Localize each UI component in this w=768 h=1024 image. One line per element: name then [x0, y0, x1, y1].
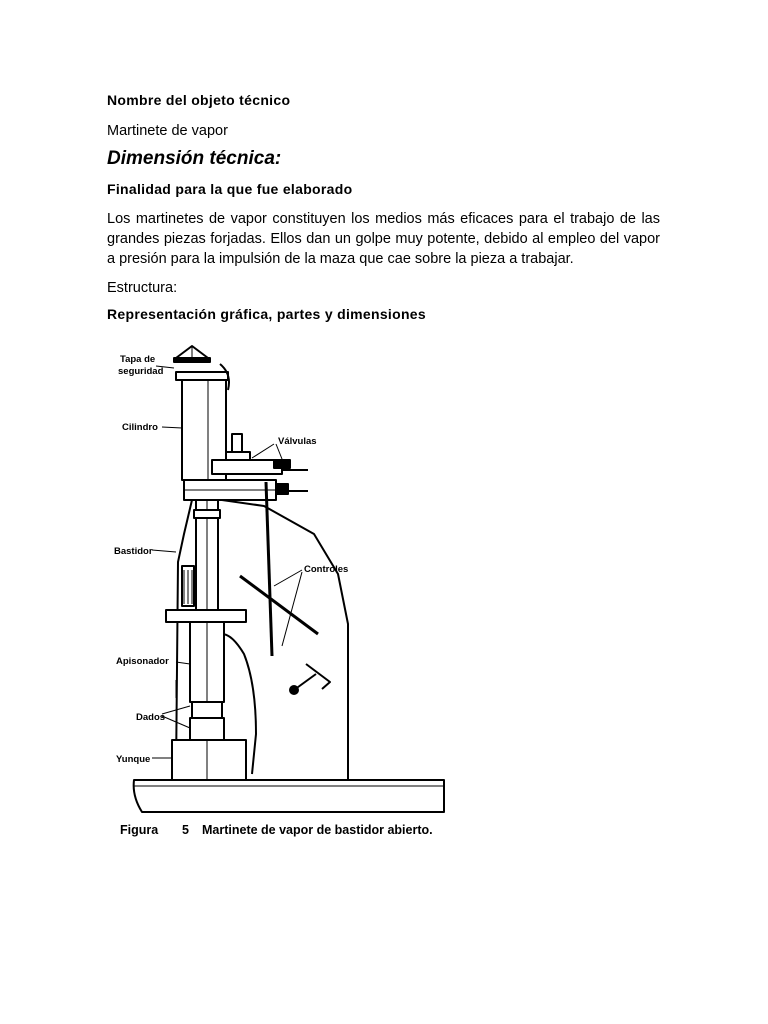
- caption-number: 5: [182, 823, 189, 837]
- object-name-value: Martinete de vapor: [107, 123, 228, 139]
- label-safety-cap-1: Tapa de: [120, 354, 156, 365]
- label-controls: Controles: [304, 564, 349, 575]
- dimension-heading: Dimensión técnica:: [107, 148, 282, 169]
- purpose-label: Finalidad para la que fue elaborado: [107, 181, 353, 197]
- label-frame: Bastidor: [114, 546, 153, 557]
- label-dies: Dados: [136, 712, 166, 723]
- structure-label: Estructura:: [107, 280, 178, 296]
- label-valves: Válvulas: [278, 436, 317, 447]
- label-cylinder: Cilindro: [122, 422, 158, 433]
- object-name-label: Nombre del objeto técnico: [107, 92, 291, 108]
- caption-text: Martinete de vapor de bastidor abierto.: [202, 823, 433, 837]
- purpose-paragraph: Los martinetes de vapor constituyen los medios más eficaces para el trabajo de las grandes piezas forjadas. Ellos dan un golpe muy potente, debido al empleo del vapor a presión para la impulsión de la maza que cae sobre la pieza a trabajar.: [107, 211, 660, 267]
- label-anvil: Yunque: [116, 754, 151, 765]
- label-ram: Apisonador: [116, 656, 169, 667]
- representation-label: Representación gráfica, partes y dimensiones: [107, 306, 426, 322]
- caption-word: Figura: [120, 823, 159, 837]
- steam-hammer-figure: [104, 334, 456, 844]
- steam-hammer-drawing: [134, 346, 444, 812]
- label-safety-cap-2: seguridad: [118, 366, 164, 377]
